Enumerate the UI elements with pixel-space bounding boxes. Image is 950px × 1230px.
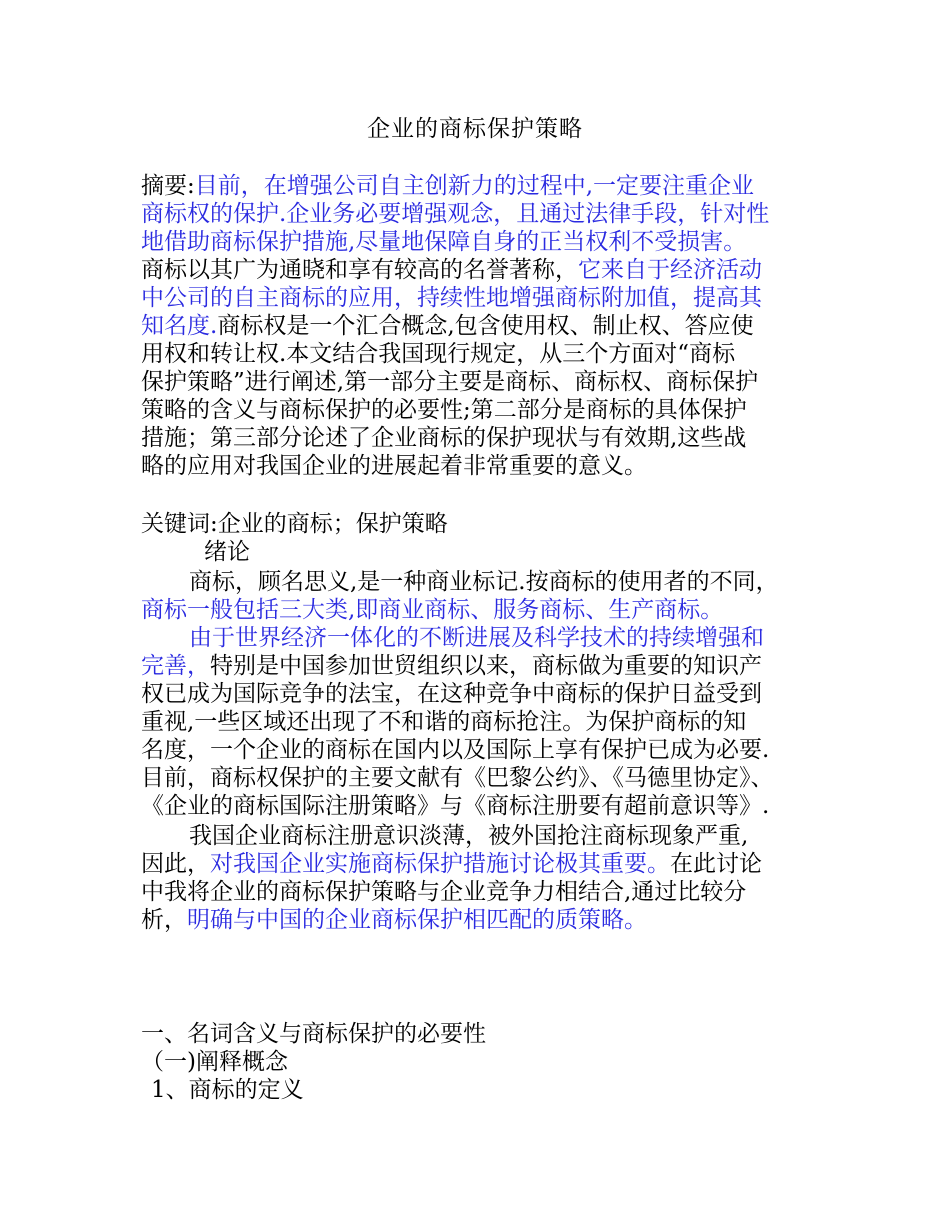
text-line (189, 624, 889, 652)
text-line (141, 680, 841, 708)
text-line (151, 1076, 851, 1104)
text-segment: 绪论 (204, 539, 250, 565)
text-segment: 目前，商标权保护的主要文献有《巴黎公约》、《马德里协定》、 (141, 765, 774, 791)
text-line (141, 312, 841, 340)
text-line (189, 822, 889, 850)
text-line (141, 424, 841, 452)
text-segment: 1、商标的定义 (151, 1077, 304, 1103)
text-line (141, 452, 841, 480)
text-segment: （一)阐释概念 (141, 1049, 288, 1075)
text-line (141, 736, 841, 764)
text-segment: 名度，一个企业的商标在国内以及国际上享有保护已成为必要. (141, 737, 770, 763)
highlighted-text: 对我国企业实施商标保护措施讨论极其重要。 (210, 851, 670, 877)
text-line (141, 596, 841, 624)
text-line (141, 708, 841, 736)
text-segment: 商标，顾名思义,是一种商业标记.按商标的使用者的不同， (189, 569, 779, 595)
highlighted-text: 商标权的保护.企业务必要增强观念，且通过法律手段，针对性 (141, 201, 770, 227)
text-line (141, 764, 841, 792)
text-line (141, 510, 841, 538)
document-title: 企业的商标保护策略 (367, 116, 583, 142)
text-line (141, 340, 841, 368)
text-segment: 关键词:企业的商标；保护策略 (141, 511, 448, 537)
text-line (141, 256, 841, 284)
text-segment: 商标权是一个汇合概念,包含使用权、制止权、答应使 (217, 313, 754, 339)
highlighted-text: 商标一般包括三大类,即商业商标、服务商标、生产商标。 (141, 597, 724, 623)
text-segment: 《企业的商标国际注册策略》与《商标注册要有超前意识等》. (141, 793, 770, 819)
text-line (141, 172, 841, 200)
text-line (141, 200, 841, 228)
text-line (189, 568, 889, 596)
text-segment: 商标以其广为通晓和享有较高的名誉著称， (141, 257, 578, 283)
highlighted-text: 明确与中国的企业商标保护相匹配的质策略。 (187, 907, 647, 933)
text-segment: 权已成为国际竞争的法宝，在这种竞争中商标的保护日益受到 (141, 681, 762, 707)
highlighted-text: 知名度. (141, 313, 218, 339)
text-line (204, 538, 904, 566)
text-line (141, 228, 841, 256)
text-segment: 摘要: (141, 173, 195, 199)
text-line (141, 1048, 841, 1076)
text-segment: 中我将企业的商标保护策略与企业竞争力相结合,通过比较分 (141, 879, 747, 905)
text-segment: 因此， (141, 851, 210, 877)
text-line (141, 906, 841, 934)
text-segment: 我国企业商标注册意识淡薄，被外国抢注商标现象严重, (189, 823, 749, 849)
text-line (141, 1020, 841, 1048)
highlighted-text: 完善， (141, 653, 210, 679)
text-segment: 略的应用对我国企业的进展起着非常重要的意义。 (141, 453, 647, 479)
text-line (141, 284, 841, 312)
text-line (141, 368, 841, 396)
text-line (141, 652, 841, 680)
text-line (141, 792, 841, 820)
text-segment: 一、名词含义与商标保护的必要性 (141, 1021, 486, 1047)
text-line (141, 396, 841, 424)
text-line (141, 850, 841, 878)
text-segment: 析， (141, 907, 187, 933)
highlighted-text: 中公司的自主商标的应用，持续性地增强商标附加值，提高其 (141, 285, 762, 311)
text-segment: 保护策略”进行阐述,第一部分主要是商标、商标权、商标保护 (141, 369, 759, 395)
highlighted-text: 它来自于经济活动 (578, 257, 762, 283)
text-segment: 特别是中国参加世贸组织以来，商标做为重要的知识产 (210, 653, 762, 679)
text-segment: 在此讨论 (670, 851, 762, 877)
highlighted-text: 目前，在增强公司自主创新力的过程中,一定要注重企业 (194, 173, 755, 199)
text-segment: 用权和转让权.本文结合我国现行规定，从三个方面对“商标 (141, 341, 736, 367)
text-line (141, 878, 841, 906)
highlighted-text: 由于世界经济一体化的不断进展及科学技术的持续增强和 (189, 625, 764, 651)
text-segment: 重视,一些区域还出现了不和谐的商标抢注。为保护商标的知 (141, 709, 747, 735)
highlighted-text: 地借助商标保护措施,尽量地保障自身的正当权利不受损害。 (141, 229, 747, 255)
text-segment: 策略的含义与商标保护的必要性;第二部分是商标的具体保护 (141, 397, 747, 423)
text-segment: 措施；第三部分论述了企业商标的保护现状与有效期,这些战 (141, 425, 747, 451)
